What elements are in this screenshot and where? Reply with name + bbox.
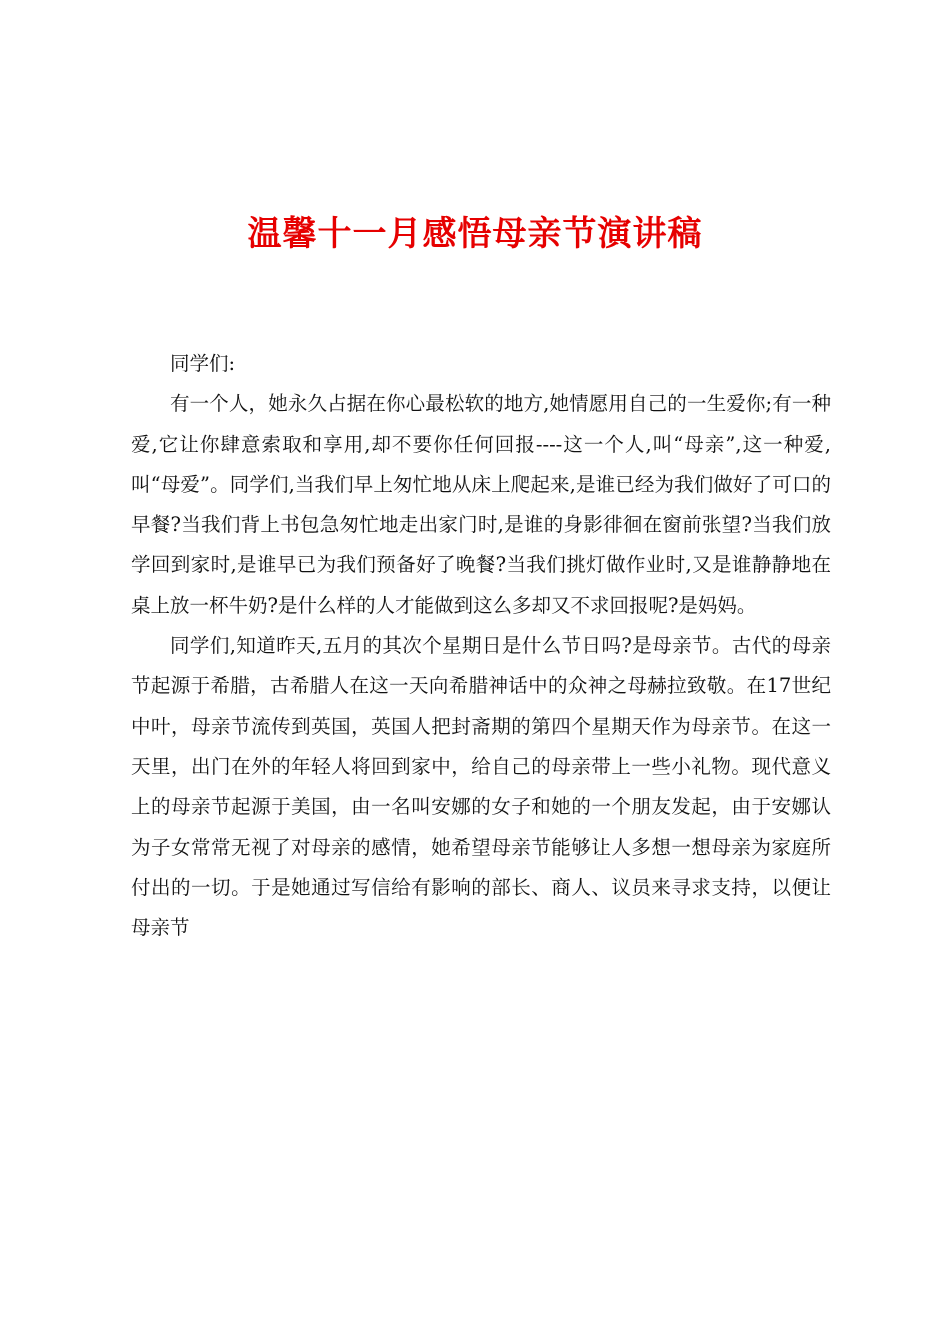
paragraph-mothers-day-history: 同学们,知道昨天,五月的其次个星期日是什么节日吗?是母亲节。古代的母亲节起源于希腊，古希腊人在这一天向希腊神话中的众神之母赫拉致敬。在17世纪中叶，母亲节流传到英国，英国人把封斋期的第四个星期天作为母亲节。在这一天里，出门在外的年轻人将回到家中，给自己的母亲带上一些小礼物。现代意义上的母亲节起源于美国，由一名叫安娜的女子和她的一个朋友发起，由于安娜认为子女常常无视了对母亲的感情，她希望母亲节能够让人多想一想母亲为家庭所付出的一切。于是她通过写信给有影响的部长、商人、议员来寻求支持，以便让母亲节: [131, 634, 831, 940]
document-body: [131, 344, 831, 948]
paragraph-mother-love: 有一个人，她永久占据在你心最松软的地方,她情愿用自己的一生爱你;有一种爱,它让你肆意索取和享用,却不要你任何回报----这一个人,叫“母亲”,这一种爱,叫“母爱”。同学们,当我们早上匆忙地从床上爬起来,是谁已经为我们做好了可口的早餐?当我们背上书包急匆忙地走出家门时,是谁的身影徘徊在窗前张望?当我们放学回到家时,是谁早已为我们预备好了晚餐?当我们挑灯做作业时,又是谁静静地在桌上放一杯牛奶?是什么样的人才能做到这么多却又不求回报呢?是妈妈。: [131, 392, 831, 617]
paragraph-greeting: 同学们:: [170, 352, 236, 375]
document-title: 温馨十一月感悟母亲节演讲稿: [247, 214, 703, 254]
